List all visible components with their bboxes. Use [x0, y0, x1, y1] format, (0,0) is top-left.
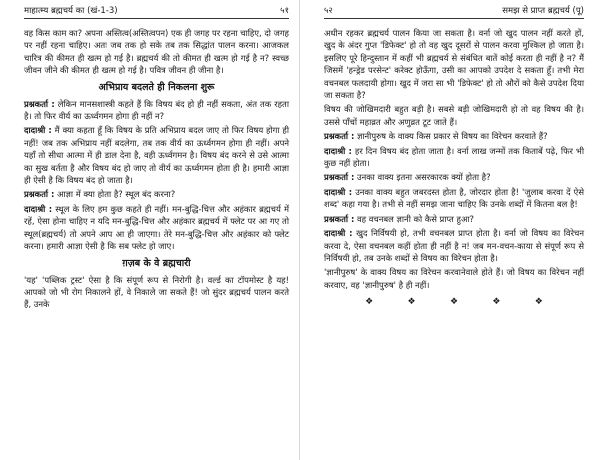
- paragraph-text: हर दिन विषय बंद होता जाता है। वर्ना लाख जन्मों तक किताबें पढ़े, फिर भी कुछ नहीं होता।: [324, 145, 584, 169]
- section-heading: अभिप्राय बदलते ही निकलना शुरू: [98, 81, 215, 93]
- speaker-label: प्रश्नकर्ता :: [324, 213, 355, 224]
- body-paragraph: [24, 274, 289, 311]
- speaker-label: प्रश्नकर्ता :: [24, 189, 55, 200]
- body-paragraph: [324, 27, 584, 101]
- dialogue-paragraph: [324, 130, 584, 142]
- paragraph-text: 'यह' 'पब्लिक ट्रस्ट' ऐसा है कि संपूर्ण रूप से निरोगी है। वर्ल्ड का टॉपमोस्ट है यह! आपको जो भी रोग निकालने हों, वे निकाले जा सकते हैं! जो सुंदर ब्रह्मचर्य पालन करते हैं, उनके: [24, 274, 289, 310]
- speaker-label: दादाश्री :: [24, 125, 52, 136]
- divider-ornament-icon: ❖: [534, 297, 543, 308]
- left-header-rule: [24, 18, 289, 19]
- paragraph-text: उनका वाक्य बहुत जबरदस्त होता है, जोरदार होता है! 'जुलाब करवा दें ऐसे शब्द' कहा गया है। तभी से नहीं समझ जाना चाहिए कि उनके शब्दों में कितना बल है!: [324, 186, 584, 210]
- right-page-number: ५२: [324, 6, 333, 16]
- right-running-title: समझ से प्राप्त ब्रह्मचर्य (पू): [502, 6, 584, 16]
- left-running-title: माहात्म्य ब्रह्मचर्य का (खं-1-3): [24, 6, 118, 16]
- dialogue-paragraph: [324, 186, 584, 211]
- body-paragraph: [324, 103, 584, 128]
- speaker-label: दादाश्री :: [324, 145, 352, 156]
- paragraph-text: अधीन रहकर ब्रह्मचर्य पालन किया जा सकता है। वर्ना जो खुद पालन नहीं करते हों, खुद के अंदर गुप्त 'डिफेक्ट' हो तो वह खुद दूसरों से पालन करवा मुश्किल हो जाता है। इसलिए पूरे हिन्दुस्तान में कहीं भी ब्रह्मचर्य से संबंधित बातें कोई करता ही नहीं है न? मैं जिसमें 'हन्ड्रेड परसेन्ट' करेक्ट होऊँगा, उसी का आपको उपदेश दे सकता हूँ। तभी मेरा वचनबल फलदायी होगा। खुद में जरा सा भी 'डिफेक्ट' हो तो औरों को कैसे उपदेश दिया जा सकता है?: [324, 28, 584, 101]
- dialogue-paragraph: [324, 227, 584, 264]
- paragraph-text: वह किस काम का? अपना अस्तित्व(अस्तित्वपन) एक ही जगह पर रहना चाहिए, दो जगह पर नहीं रहना चाहिए। अतः जब तक हो सके तब तक सिद्धांत पालन करना। आजकल चारित्र की कीमत ही खत्म हो गई है। ब्रह्मचर्य की तो कीमत ही खत्म हो गई है न? स्वच्छ जीवन जीने की कीमत ही खत्म हो गई है। पवित्र जीवन ही जीना है।: [24, 28, 289, 76]
- speaker-label: दादाश्री :: [24, 203, 53, 214]
- dialogue-paragraph: [24, 203, 289, 253]
- right-page: [300, 0, 600, 460]
- left-page-body: [24, 27, 289, 311]
- left-page: [0, 0, 299, 460]
- divider-ornament-icon: ❖: [407, 297, 416, 308]
- paragraph-text: वह वचनबल ज्ञानी को कैसे प्राप्त हुआ?: [357, 213, 474, 224]
- paragraph-text: 'ज्ञानीपुरुष' के वाक्य विषय का विरेचन करवानेवाले होते हैं। जो विषय का विरेचन नहीं करवाए, वह 'ज्ञानीपुरुष' है ही नहीं।: [324, 267, 584, 290]
- paragraph-text: मैं क्या कहता हूँ कि विषय के प्रति अभिप्राय बदल जाए तो फिर विषय होगा ही नहीं! जब तक अभिप्राय नहीं बदलेगा, तब तक वीर्य का ऊर्ध्वगमन होगा ही नहीं। अपने यहाँ तो सीधा आत्मा में ही डाल देना है, वही ऊर्ध्वगमन है। विषय बंद करने से उसे आत्मा का सुख बर्तता है और विषय बंद हो जाए तो वीर्य का ऊर्ध्वगमन होता ही है। हमारी आज्ञा ही ऐसी है कि विषय बंद हो जाता है।: [24, 125, 289, 186]
- section-divider: [324, 293, 584, 307]
- body-paragraph: [324, 266, 584, 291]
- right-page-body: [324, 27, 584, 291]
- speaker-label: दादाश्री :: [324, 228, 353, 239]
- dialogue-paragraph: [24, 98, 289, 123]
- paragraph-text: लेकिन मानसशास्त्री कहते हैं कि विषय बंद हो ही नहीं सकता, अंत तक रहता है। तो फिर वीर्य का ऊर्ध्वगमन होगा ही नहीं न?: [24, 98, 290, 122]
- paragraph-text: स्थूल के लिए हम कुछ कहते ही नहीं। मन-बुद्धि-चित्त और अहंकार ब्रह्मचर्य में रहें, ऐसा होना चाहिए न यदि मन-बुद्धि-चित्त और अहंकार ब्रह्मचर्य में फ्लेट पर आ गए तो स्थूल(ब्रह्मचर्य) तो अपने आप आ ही जाएगा। तेरे मन-बुद्धि-चित्त और अहंकार को फ्लेट करना। हमारी आज्ञा ऐसी है कि सब फ्लेट हो जाए।: [24, 203, 289, 252]
- speaker-label: प्रश्नकर्ता :: [324, 131, 355, 142]
- section-heading: ग़ज़ब के वे ब्रह्मचारी: [122, 257, 191, 269]
- divider-ornament-icon: ❖: [449, 297, 459, 308]
- paragraph-text: ज्ञानीपुरुष के वाक्य किस प्रकार से विषय का विरेचन करवाते हैं?: [357, 131, 548, 142]
- paragraph-text: उनका वाक्य इतना असरकारक क्यों होता है?: [357, 172, 491, 183]
- dialogue-paragraph: [324, 171, 584, 183]
- dialogue-paragraph: [24, 188, 289, 200]
- divider-ornament-icon: ❖: [492, 297, 501, 308]
- paragraph-text: विषय की जोखिमदारी बहुत बड़ी है। सबसे बड़ी जोखिमदारी हो तो वह विषय की है। उससे पाँचों महाव्रत और अणुव्रत टूट जाते हैं।: [324, 104, 584, 127]
- body-paragraph: [24, 27, 289, 77]
- speaker-label: दादाश्री :: [324, 186, 353, 197]
- divider-ornament-icon: ❖: [365, 297, 374, 308]
- left-page-header: [24, 5, 289, 19]
- left-page-number: ५१: [280, 6, 289, 16]
- paragraph-text: खुद निर्विषयी हो, तभी वचनबल प्राप्त होता है। वर्ना जो विषय का विरेचन करवा दे, ऐसा वचनबल कहीं होता ही नहीं है न! जब मन-वचन-काया से संपूर्ण रूप से निर्विषयी हो, तब उनके शब्दों से विषय का विरेचन होता है।: [324, 228, 584, 263]
- dialogue-paragraph: [324, 145, 584, 170]
- dialogue-paragraph: [324, 213, 584, 225]
- speaker-label: प्रश्नकर्ता :: [324, 172, 355, 183]
- right-header-rule: [324, 18, 584, 19]
- speaker-label: प्रश्नकर्ता :: [24, 98, 55, 109]
- paragraph-text: आज्ञा में क्या होता है? स्थूल बंद करना?: [57, 189, 176, 200]
- dialogue-paragraph: [24, 124, 289, 186]
- right-page-header: [324, 5, 584, 19]
